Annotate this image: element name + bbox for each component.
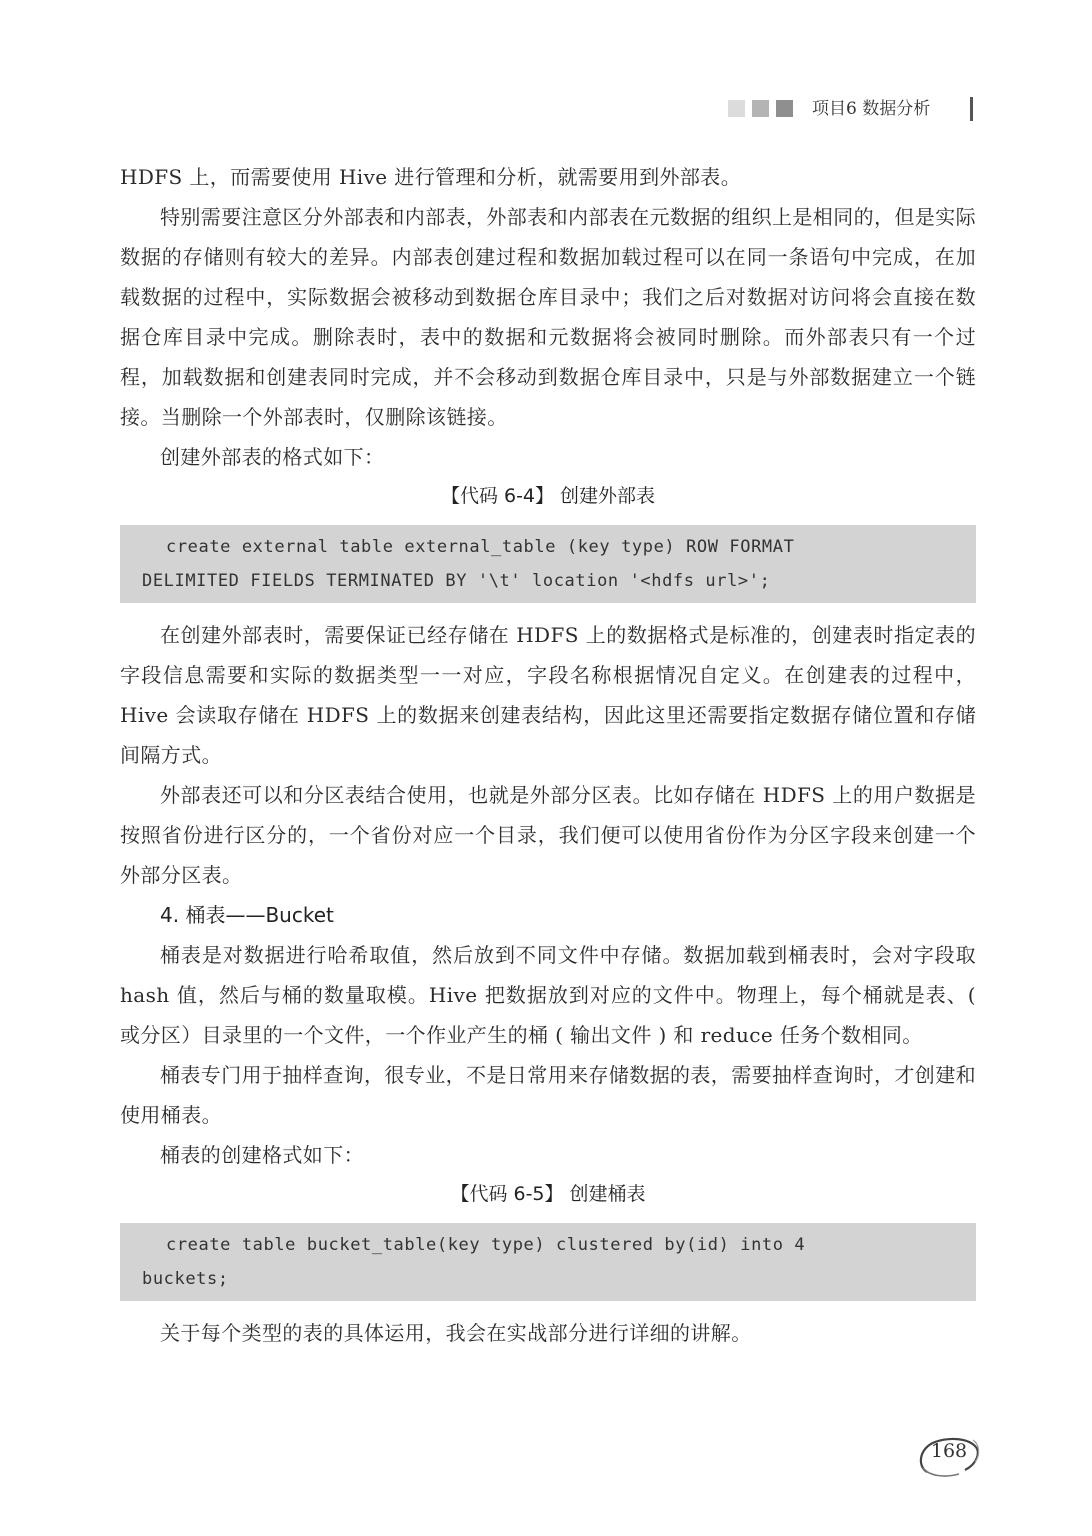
header-divider xyxy=(970,97,973,121)
paragraph: 特别需要注意区分外部表和内部表，外部表和内部表在元数据的组织上是相同的，但是实际数据的存储则有较大的差异。内部表创建过程和数据加载过程可以在同一条语句中完成，在加载数据的过程中，实际数据会被移动到数据仓库目录中；我们之后对数据对访问将会直接在数据仓库目录中完成。删除表时，表中的数据和元数据将会被同时删除。而外部表只有一个过程，加载数据和创建表同时完成，并不会移动到数据仓库目录中，只是与外部数据建立一个链接。当删除一个外部表时，仅删除该链接。 xyxy=(120,205,976,429)
paragraph: 桶表是对数据进行哈希取值，然后放到不同文件中存储。数据加载到桶表时，会对字段取 hash 值，然后与桶的数量取模。Hive 把数据放到对应的文件中。物理上，每个桶就是表、( 或分区）目录里的一个文件，一个作业产生的桶 ( 输出文件 ) 和 reduce 任务个数相同。 xyxy=(120,943,976,1047)
page-number-badge xyxy=(915,1428,983,1480)
header-square-light xyxy=(728,100,745,117)
paragraph: HDFS 上，而需要使用 Hive 进行管理和分析，就需要用到外部表。 xyxy=(120,165,742,189)
paragraph: 创建外部表的格式如下： xyxy=(160,445,385,469)
code-caption: 【代码 6-5】 创建桶表 xyxy=(450,1183,646,1205)
paragraph: 在创建外部表时，需要保证已经存储在 HDFS 上的数据格式是标准的，创建表时指定表的字段信息需要和实际的数据类型一一对应，字段名称根据情况自定义。在创建表的过程中，Hive 会读取存储在 HDFS 上的数据来创建表结构，因此这里还需要指定数据存储位置和存储间隔方式。 xyxy=(120,623,976,767)
running-header xyxy=(0,98,1092,126)
code-block xyxy=(120,525,976,603)
paragraph: 桶表专门用于抽样查询，很专业，不是日常用来存储数据的表，需要抽样查询时，才创建和使用桶表。 xyxy=(120,1063,976,1127)
chapter-title: 项目6 数据分析 xyxy=(812,99,931,119)
code-caption: 【代码 6-4】 创建外部表 xyxy=(440,485,656,507)
page-number: 168 xyxy=(930,1440,968,1462)
paragraph: 外部表还可以和分区表结合使用，也就是外部分区表。比如存储在 HDFS 上的用户数据是按照省份进行区分的，一个省份对应一个目录，我们便可以使用省份作为分区字段来创建一个外部分区表。 xyxy=(120,783,976,887)
header-square-dark xyxy=(776,100,793,117)
paragraph: 桶表的创建格式如下： xyxy=(160,1143,364,1167)
code-line: buckets; xyxy=(142,1269,229,1289)
code-line: create external table external_table (key type) ROW FORMAT xyxy=(166,537,795,557)
section-heading: 4. 桶表——Bucket xyxy=(160,903,334,927)
page-body xyxy=(120,157,976,1353)
paragraph: 关于每个类型的表的具体运用，我会在实战部分进行详细的讲解。 xyxy=(160,1321,752,1345)
code-block xyxy=(120,1223,976,1301)
header-square-mid xyxy=(752,100,769,117)
code-line: create table bucket_table(key type) clustered by(id) into 4 xyxy=(166,1235,806,1255)
code-line: DELIMITED FIELDS TERMINATED BY '\t' location '<hdfs url>'; xyxy=(142,571,771,591)
